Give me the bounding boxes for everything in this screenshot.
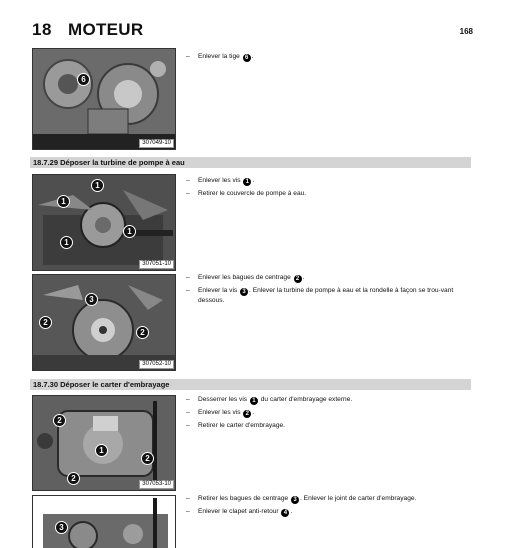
step-dash: – [186, 508, 190, 515]
callout-1: 1 [60, 236, 73, 249]
engine-photo-4 [32, 395, 176, 491]
step-dash: – [186, 409, 190, 416]
callout-1: 1 [123, 225, 136, 238]
step-dash: – [186, 190, 190, 197]
engine-photo-4-image [33, 396, 175, 490]
callout-2: 2 [53, 414, 66, 427]
step-dash: – [186, 396, 190, 403]
step-text: Enlever le clapet anti-retour [198, 508, 281, 515]
reference-badge: 2 [294, 275, 302, 283]
section-heading: 18.7.30 Déposer le carter d'embrayage [30, 379, 471, 390]
step-text: du carter d'embrayage externe. [258, 396, 353, 403]
engine-photo-1 [32, 48, 176, 150]
reference-badge: 4 [281, 509, 289, 517]
reference-badge: 1 [250, 397, 258, 405]
callout-2: 2 [67, 472, 80, 485]
step-dash: – [186, 422, 190, 429]
step [186, 273, 476, 283]
engine-photo-3-image [33, 275, 175, 370]
step-text: Desserrer les vis [198, 396, 249, 403]
section-heading: 18.7.29 Déposer la turbine de pompe à eau [30, 157, 471, 168]
instructions-block-2 [186, 176, 476, 201]
step [186, 286, 476, 305]
step-text: Enlever les vis [198, 177, 243, 184]
instructions-block-3 [186, 273, 476, 308]
callout-1: 1 [91, 179, 104, 192]
step-text: Retirer les bagues de centrage [198, 495, 291, 502]
callout-3: 3 [55, 521, 68, 534]
step-text: Enlever la vis [198, 287, 240, 294]
callout-2: 2 [141, 452, 154, 465]
reference-badge: 3 [240, 288, 248, 296]
step-text: . [290, 508, 293, 515]
step-dash: – [186, 53, 190, 60]
step [186, 494, 476, 504]
step [186, 176, 476, 186]
photo-caption: 307051-10 [139, 260, 174, 269]
step-text: Retirer le carter d'embrayage. [198, 422, 286, 429]
step-text: Enlever la tige [198, 53, 242, 60]
step-dash: – [186, 287, 190, 294]
photo-caption: 307049-10 [139, 139, 174, 148]
step [186, 408, 476, 418]
instructions-block-4 [186, 395, 476, 433]
callout-6: 6 [77, 73, 90, 86]
step [186, 507, 476, 517]
step [186, 395, 476, 405]
step-text: Retirer le couvercle de pompe à eau. [198, 190, 307, 197]
engine-photo-5 [32, 495, 176, 548]
step [186, 421, 476, 430]
step-text: . [252, 177, 255, 184]
callout-1: 1 [57, 195, 70, 208]
step-text: . [302, 274, 305, 281]
engine-photo-2-image [33, 175, 175, 270]
engine-photo-1-image [33, 49, 175, 149]
step-dash: – [186, 495, 190, 502]
engine-photo-5-image [33, 496, 175, 548]
callout-2: 2 [136, 326, 149, 339]
step-text: . [251, 53, 254, 60]
engine-photo-2 [32, 174, 176, 271]
instructions-block-5 [186, 494, 476, 520]
step-dash: – [186, 177, 190, 184]
callout-2: 2 [39, 316, 52, 329]
page-number: 168 [459, 27, 473, 36]
callout-3: 3 [85, 293, 98, 306]
photo-caption: 307052-10 [139, 360, 174, 369]
reference-badge: 1 [243, 178, 251, 186]
step [186, 52, 476, 62]
step-dash: – [186, 274, 190, 281]
reference-badge: 3 [291, 496, 299, 504]
step [186, 189, 476, 198]
step-text: Enlever les bagues de centrage [198, 274, 293, 281]
step-text: . Enlever le joint de carter d'embrayage. [300, 495, 417, 502]
chapter-number: 18 [32, 20, 52, 39]
callout-1: 1 [95, 444, 108, 457]
chapter-title: MOTEUR [68, 20, 144, 39]
step-text: . [252, 409, 255, 416]
photo-caption: 307053-10 [139, 480, 174, 489]
engine-photo-3 [32, 274, 176, 371]
instructions-block-1 [186, 52, 476, 65]
reference-badge: 2 [243, 410, 251, 418]
reference-badge: 6 [243, 54, 251, 62]
step-text: . Enlever la turbine de pompe à eau et la rondelle à façon se trou-vant dessous. [198, 287, 454, 304]
step-text: Enlever les vis [198, 409, 243, 416]
